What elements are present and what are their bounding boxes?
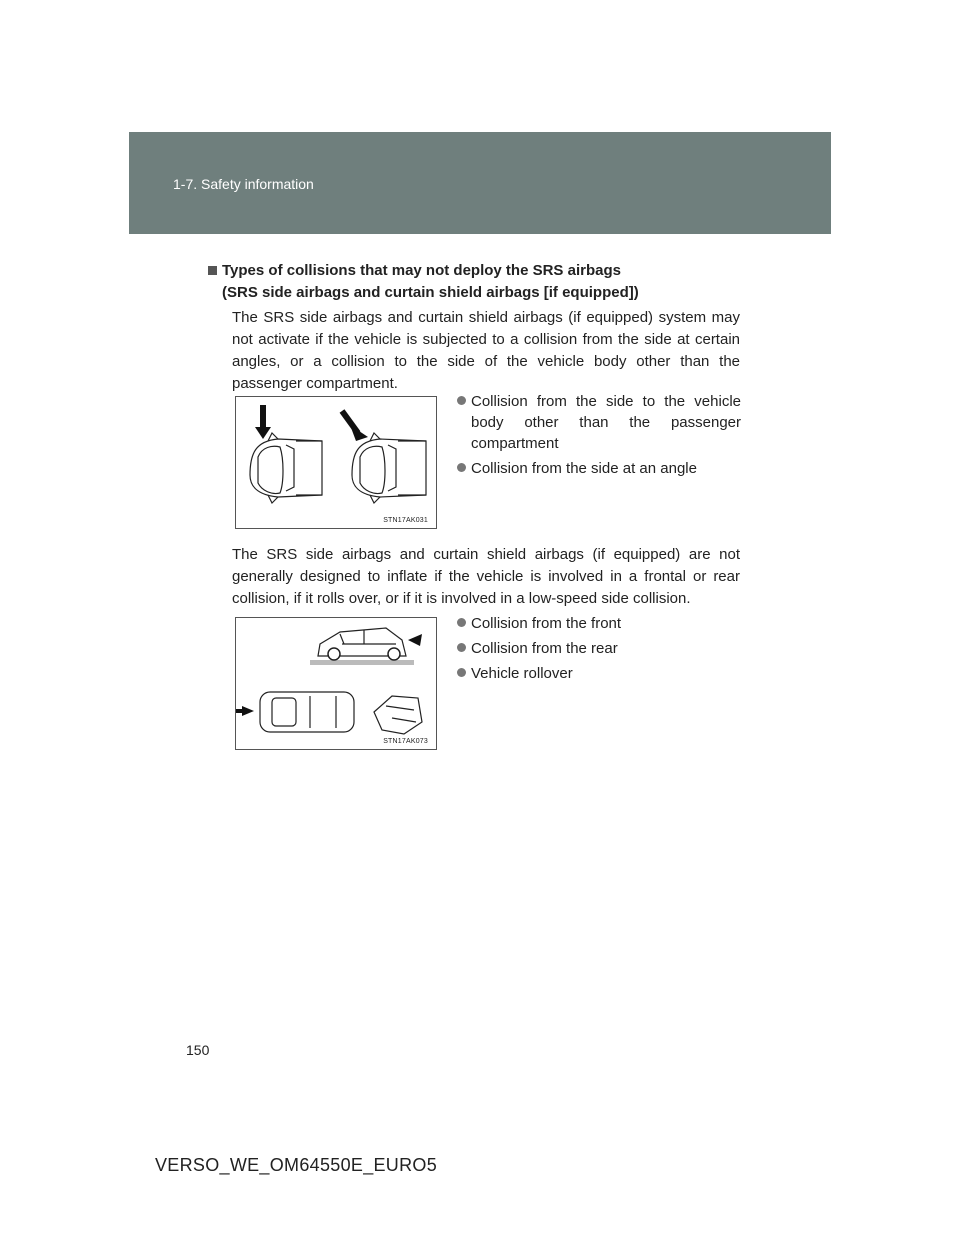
- other-collision-illustration: [236, 618, 436, 749]
- list-item: Collision from the side to the vehicle body other than the passenger compartment: [457, 391, 741, 454]
- bullet-dot-icon: [457, 396, 466, 405]
- heading-line-1: Types of collisions that may not deploy the SRS airbags: [222, 262, 621, 279]
- square-bullet-icon: [208, 266, 217, 275]
- section-heading: [208, 260, 740, 304]
- collision-section: [208, 260, 740, 304]
- heading-line-2: (SRS side airbags and curtain shield airbags [if equipped]): [222, 284, 639, 301]
- page-number: 150: [186, 1042, 210, 1058]
- list-item: Vehicle rollover: [457, 663, 741, 684]
- paragraph-not-designed: The SRS side airbags and curtain shield airbags (if equipped) are not generally designed to inflate if the vehicle is involved in a frontal or rear collision, if it rolls over, or if it is involved in a low-speed side collision.: [232, 546, 740, 607]
- side-collision-illustration: [236, 397, 436, 528]
- bullet-dot-icon: [457, 668, 466, 677]
- figure-other-collisions: [235, 617, 437, 750]
- figure-code: STN17AK031: [383, 517, 428, 524]
- list-item: Collision from the front: [457, 613, 741, 634]
- section-header-bar: [129, 132, 831, 234]
- bullet-dot-icon: [457, 618, 466, 627]
- figure-code: STN17AK073: [383, 738, 428, 745]
- bullet-dot-icon: [457, 643, 466, 652]
- figure-side-collisions: [235, 396, 437, 529]
- list-item: Collision from the side at an angle: [457, 458, 741, 479]
- list-item: Collision from the rear: [457, 638, 741, 659]
- document-code: VERSO_WE_OM64550E_EURO5: [155, 1155, 438, 1175]
- section-title: 1-7. Safety information: [173, 176, 314, 192]
- paragraph-side-collision: The SRS side airbags and curtain shield airbags (if equipped) system may not activate if the vehicle is subjected to a collision from the side at certain angles, or a collision to the side of the vehicle body other than the passenger compartment.: [232, 309, 740, 392]
- side-collision-list: [457, 391, 741, 483]
- other-collision-list: [457, 613, 741, 688]
- bullet-dot-icon: [457, 463, 466, 472]
